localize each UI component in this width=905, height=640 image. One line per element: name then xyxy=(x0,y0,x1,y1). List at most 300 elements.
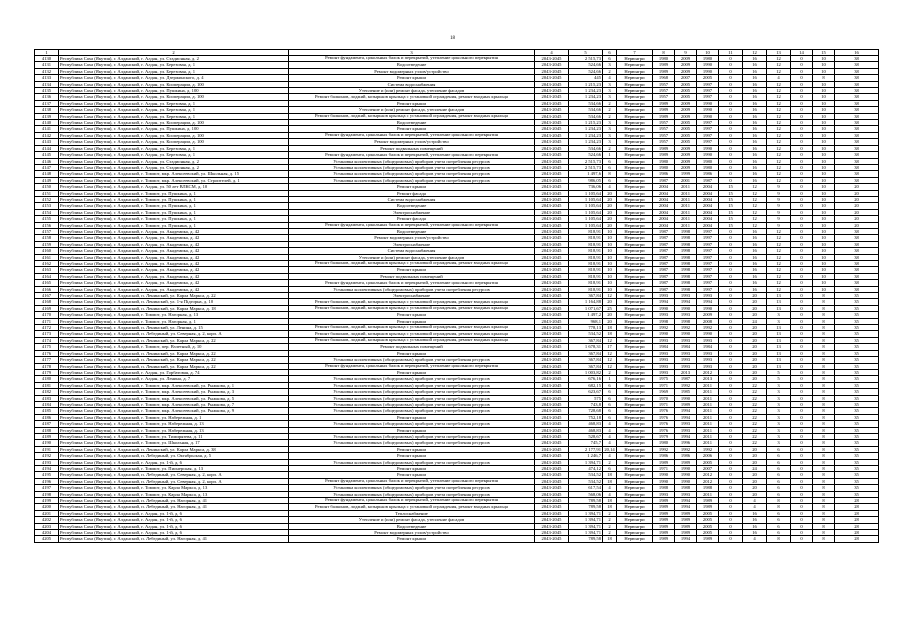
cell-row-number: 4157 xyxy=(35,228,59,234)
cell-year-built: 1970 xyxy=(653,395,675,401)
cell-year-last: 1997 xyxy=(697,132,719,138)
cell-year-renov: 1994 xyxy=(675,504,697,510)
cell-col-15: 10 xyxy=(813,273,835,279)
cell-area: 752,18 xyxy=(569,414,603,420)
cell-locality: Нерюнгри xyxy=(617,395,653,401)
cell-col-14: 0 xyxy=(791,440,813,446)
cell-col-12: 16 xyxy=(743,145,767,151)
cell-col-11: 0 xyxy=(719,536,743,542)
cell-floors: 20 xyxy=(603,312,617,318)
cell-col-11: 15 xyxy=(719,222,743,228)
cell-col-16: 38 xyxy=(835,94,879,100)
cell-col-14: 0 xyxy=(791,491,813,497)
cell-row-number: 4138 xyxy=(35,107,59,113)
cell-col-14: 0 xyxy=(791,107,813,113)
cell-col-15: 8 xyxy=(813,299,835,305)
cell-address: Республика Саха (Якутия), г. Алданский, г. Томмот, ул. Школьная, д. 17 xyxy=(59,440,289,446)
cell-col-16: 38 xyxy=(835,100,879,106)
cell-period: 2043-2045 xyxy=(535,113,569,119)
column-number: 14 xyxy=(791,50,813,56)
cell-col-11: 0 xyxy=(719,382,743,388)
cell-locality: Нерюнгри xyxy=(617,459,653,465)
cell-floors: 2 xyxy=(603,459,617,465)
cell-year-built: 1998 xyxy=(653,318,675,324)
cell-col-12: 20 xyxy=(743,305,767,311)
cell-col-11: 0 xyxy=(719,261,743,267)
cell-col-16: 28 xyxy=(835,498,879,504)
table-row xyxy=(35,491,879,497)
cell-col-11: 0 xyxy=(719,107,743,113)
cell-locality: Нерюнгри xyxy=(617,478,653,484)
cell-col-12: 20 xyxy=(743,446,767,452)
cell-period: 2043-2045 xyxy=(535,273,569,279)
cell-col-16: 38 xyxy=(835,139,879,145)
table-row xyxy=(35,222,879,228)
table-row xyxy=(35,331,879,337)
cell-col-13: 12 xyxy=(767,139,791,145)
cell-col-11: 0 xyxy=(719,273,743,279)
cell-floors: 2 xyxy=(603,68,617,74)
cell-year-renov: 2009 xyxy=(675,158,697,164)
cell-row-number: 4180 xyxy=(35,376,59,382)
cell-col-14: 0 xyxy=(791,56,813,62)
cell-floors: 10 xyxy=(603,254,617,260)
cell-col-15: 10 xyxy=(813,68,835,74)
cell-locality: Нерюнгри xyxy=(617,299,653,305)
cell-year-built: 1975 xyxy=(653,376,675,382)
cell-work-type: Водоотведение xyxy=(289,62,535,68)
cell-area: 1 105,64 xyxy=(569,222,603,228)
cell-col-16: 28 xyxy=(835,536,879,542)
cell-locality: Нерюнгри xyxy=(617,132,653,138)
cell-col-16: 38 xyxy=(835,286,879,292)
cell-row-number: 4144 xyxy=(35,145,59,151)
cell-col-16: 20 xyxy=(835,203,879,209)
cell-row-number: 4139 xyxy=(35,113,59,119)
cell-col-15: 8 xyxy=(813,453,835,459)
cell-row-number: 4170 xyxy=(35,312,59,318)
cell-period: 2043-2045 xyxy=(535,177,569,183)
cell-year-renov: 1998 xyxy=(675,235,697,241)
cell-col-16: 28 xyxy=(835,530,879,536)
cell-year-built: 1984 xyxy=(653,344,675,350)
cell-col-13: 3 xyxy=(767,401,791,407)
cell-period: 2043-2045 xyxy=(535,145,569,151)
cell-col-13: 12 xyxy=(767,261,791,267)
cell-address: Республика Саха (Якутия), г. Алданский, п. Лебединый, ул. Нагорная, д. 41 xyxy=(59,504,289,510)
cell-col-14: 0 xyxy=(791,261,813,267)
cell-period: 2043-2045 xyxy=(535,190,569,196)
cell-floors: 1 xyxy=(603,152,617,158)
cell-col-14: 0 xyxy=(791,164,813,170)
cell-work-type: Ремонт крыши xyxy=(289,267,535,273)
cell-year-built: 1987 xyxy=(653,286,675,292)
cell-col-11: 0 xyxy=(719,530,743,536)
cell-locality: Нерюнгри xyxy=(617,75,653,81)
cell-year-last: 2011 xyxy=(697,382,719,388)
cell-year-renov: 2013 xyxy=(675,369,697,375)
cell-area: 818,91 xyxy=(569,248,603,254)
cell-area: 789,58 xyxy=(569,536,603,542)
cell-col-14: 0 xyxy=(791,427,813,433)
cell-floors: 18 xyxy=(603,498,617,504)
cell-col-13: 12 xyxy=(767,241,791,247)
cell-floors: 2 xyxy=(603,107,617,113)
table-row xyxy=(35,280,879,286)
cell-col-11: 0 xyxy=(719,126,743,132)
cell-col-13: 12 xyxy=(767,248,791,254)
cell-year-last: 2004 xyxy=(697,209,719,215)
cell-col-11: 0 xyxy=(719,363,743,369)
cell-col-12: 22 xyxy=(743,440,767,446)
cell-period: 2043-2045 xyxy=(535,261,569,267)
cell-work-type: Установка коллективных (общедомовых) приборов учета потребления ресурсов xyxy=(289,459,535,465)
cell-col-13: 13 xyxy=(767,293,791,299)
cell-col-13: 12 xyxy=(767,62,791,68)
cell-year-renov: 1993 xyxy=(675,363,697,369)
cell-year-renov: 1998 xyxy=(675,267,697,273)
cell-year-built: 1988 xyxy=(653,485,675,491)
cell-work-type: Утепление и (или) ремонт фасада, утепление фасадов xyxy=(289,107,535,113)
cell-period: 2043-2045 xyxy=(535,88,569,94)
cell-year-built: 1990 xyxy=(653,305,675,311)
cell-year-renov: 2011 xyxy=(675,184,697,190)
cell-col-13: 8 xyxy=(767,498,791,504)
cell-work-type: Ремонт балконов, лоджий, козырьков крыльца с установкой ограждения, ремонт входных крыльца xyxy=(289,305,535,311)
column-number: 5 xyxy=(569,50,603,56)
cell-col-14: 0 xyxy=(791,517,813,523)
cell-col-16: 38 xyxy=(835,88,879,94)
cell-year-last: 1997 xyxy=(697,120,719,126)
cell-col-11: 0 xyxy=(719,485,743,491)
column-number: 8 xyxy=(653,50,675,56)
cell-col-13: 6 xyxy=(767,530,791,536)
cell-year-built: 1971 xyxy=(653,466,675,472)
cell-col-16: 38 xyxy=(835,81,879,87)
cell-locality: Нерюнгри xyxy=(617,113,653,119)
cell-col-16: 35 xyxy=(835,446,879,452)
cell-col-15: 10 xyxy=(813,145,835,151)
cell-col-13: 6 xyxy=(767,472,791,478)
cell-row-number: 4190 xyxy=(35,440,59,446)
cell-year-last: 1997 xyxy=(697,88,719,94)
cell-area: 575 xyxy=(569,395,603,401)
column-number: 9 xyxy=(675,50,697,56)
cell-col-11: 0 xyxy=(719,433,743,439)
cell-row-number: 4185 xyxy=(35,408,59,414)
cell-col-12: 16 xyxy=(743,286,767,292)
cell-col-14: 0 xyxy=(791,68,813,74)
cell-floors: 20 xyxy=(603,196,617,202)
cell-row-number: 4183 xyxy=(35,395,59,401)
cell-row-number: 4135 xyxy=(35,88,59,94)
cell-area: 534,66 xyxy=(569,113,603,119)
cell-col-13: 12 xyxy=(767,286,791,292)
cell-col-12: 22 xyxy=(743,382,767,388)
cell-address: Республика Саха (Якутия), г. Алданский, г. Томмот, мкр. Алексеевский, ул. Рыжкова, д. 1 xyxy=(59,382,289,388)
cell-col-15: 8 xyxy=(813,536,835,542)
cell-area: 2 515,73 xyxy=(569,158,603,164)
cell-col-14: 0 xyxy=(791,190,813,196)
cell-col-16: 38 xyxy=(835,171,879,177)
cell-col-12: 20 xyxy=(743,363,767,369)
cell-col-14: 0 xyxy=(791,325,813,331)
cell-col-11: 15 xyxy=(719,196,743,202)
cell-area: 818,91 xyxy=(569,261,603,267)
cell-year-renov: 1994 xyxy=(675,498,697,504)
table-row xyxy=(35,395,879,401)
cell-floors: 4 xyxy=(603,421,617,427)
cell-year-built: 1971 xyxy=(653,382,675,388)
cell-col-12: 16 xyxy=(743,177,767,183)
cell-locality: Нерюнгри xyxy=(617,107,653,113)
cell-locality: Нерюнгри xyxy=(617,517,653,523)
cell-year-renov: 1994 xyxy=(675,299,697,305)
cell-locality: Нерюнгри xyxy=(617,261,653,267)
cell-year-renov: 1990 xyxy=(675,478,697,484)
cell-col-15: 10 xyxy=(813,88,835,94)
cell-period: 2043-2045 xyxy=(535,472,569,478)
cell-locality: Нерюнгри xyxy=(617,293,653,299)
cell-row-number: 4160 xyxy=(35,248,59,254)
cell-work-type: Установка коллективных (общедомовых) приборов учета потребления ресурсов xyxy=(289,177,535,183)
cell-col-13: 6 xyxy=(767,517,791,523)
cell-col-15: 8 xyxy=(813,325,835,331)
cell-floors: 4 xyxy=(603,184,617,190)
cell-col-11: 0 xyxy=(719,254,743,260)
cell-work-type: Электроснабжение xyxy=(289,293,535,299)
cell-work-type: Система водоснабжения xyxy=(289,196,535,202)
cell-col-13: 12 xyxy=(767,113,791,119)
cell-address: Республика Саха (Якутия), г. Алданский, г. Томмот, ул. Набережная, д. 1 xyxy=(59,414,289,420)
cell-work-type: Установка коллективных (общедомовых) приборов учета потребления ресурсов xyxy=(289,401,535,407)
cell-col-13: 13 xyxy=(767,331,791,337)
cell-year-renov: 2011 xyxy=(675,190,697,196)
cell-col-14: 0 xyxy=(791,94,813,100)
cell-col-11: 15 xyxy=(719,184,743,190)
cell-row-number: 4198 xyxy=(35,491,59,497)
cell-locality: Нерюнгри xyxy=(617,171,653,177)
cell-col-15: 8 xyxy=(813,459,835,465)
cell-area: 524,66 xyxy=(569,152,603,158)
cell-col-11: 0 xyxy=(719,421,743,427)
cell-period: 2043-2045 xyxy=(535,196,569,202)
cell-col-14: 0 xyxy=(791,145,813,151)
cell-work-type: Ремонт крыши xyxy=(289,414,535,420)
cell-row-number: 4146 xyxy=(35,158,59,164)
cell-col-15: 10 xyxy=(813,280,835,286)
cell-col-16: 35 xyxy=(835,459,879,465)
cell-col-16: 35 xyxy=(835,491,879,497)
cell-year-renov: 1985 xyxy=(675,389,697,395)
cell-locality: Нерюнгри xyxy=(617,331,653,337)
cell-work-type: Ремонт фундамента, цокольных балок и перекрытий, утепление цокольного перекрытия xyxy=(289,498,535,504)
cell-period: 2043-2045 xyxy=(535,222,569,228)
cell-col-11: 0 xyxy=(719,68,743,74)
cell-row-number: 4182 xyxy=(35,389,59,395)
cell-col-16: 38 xyxy=(835,113,879,119)
cell-year-last: 1997 xyxy=(697,267,719,273)
cell-year-renov: 1993 xyxy=(675,427,697,433)
cell-floors: 2 xyxy=(603,523,617,529)
cell-row-number: 4134 xyxy=(35,81,59,87)
cell-col-14: 0 xyxy=(791,312,813,318)
cell-col-13: 12 xyxy=(767,145,791,151)
cell-col-15: 8 xyxy=(813,433,835,439)
cell-col-12: 22 xyxy=(743,433,767,439)
cell-col-13: 8 xyxy=(767,504,791,510)
cell-col-15: 10 xyxy=(813,177,835,183)
cell-period: 2043-2045 xyxy=(535,254,569,260)
cell-year-last: 2005 xyxy=(697,523,719,529)
cell-col-14: 0 xyxy=(791,248,813,254)
cell-col-15: 10 xyxy=(813,248,835,254)
cell-work-type: Ремонт балконов, лоджий, козырьков крыльца с установкой ограждения, ремонт входных крыльца xyxy=(289,113,535,119)
cell-col-13: 12 xyxy=(767,100,791,106)
cell-col-14: 0 xyxy=(791,382,813,388)
cell-year-renov: 1984 xyxy=(675,344,697,350)
cell-year-last: 1992 xyxy=(697,446,719,452)
cell-year-built: 1989 xyxy=(653,498,675,504)
cell-col-16: 20 xyxy=(835,190,879,196)
cell-locality: Нерюнгри xyxy=(617,62,653,68)
cell-col-13: 3 xyxy=(767,382,791,388)
cell-col-13: 13 xyxy=(767,325,791,331)
cell-floors: 17 xyxy=(603,344,617,350)
cell-col-16: 38 xyxy=(835,107,879,113)
cell-year-renov: 2011 xyxy=(675,209,697,215)
cell-col-11: 0 xyxy=(719,145,743,151)
cell-year-last: 2004 xyxy=(697,190,719,196)
cell-year-renov: 2001 xyxy=(675,177,697,183)
cell-locality: Нерюнгри xyxy=(617,164,653,170)
cell-col-16: 35 xyxy=(835,440,879,446)
cell-row-number: 4148 xyxy=(35,171,59,177)
cell-locality: Нерюнгри xyxy=(617,350,653,356)
cell-col-15: 8 xyxy=(813,305,835,311)
cell-floors: 20 xyxy=(603,209,617,215)
cell-col-15: 10 xyxy=(813,62,835,68)
cell-work-type: Установка коллективных (общедомовых) приборов учета потребления ресурсов xyxy=(289,286,535,292)
cell-year-last: 1997 xyxy=(697,94,719,100)
table-row xyxy=(35,94,879,100)
cell-period: 2043-2045 xyxy=(535,510,569,516)
cell-col-14: 0 xyxy=(791,318,813,324)
column-number: 1 xyxy=(35,50,59,56)
table-row xyxy=(35,459,879,465)
cell-address: Республика Саха (Якутия), г. Алданский, п. Ленинский, ул. Ленина, д. 15 xyxy=(59,325,289,331)
cell-col-14: 0 xyxy=(791,466,813,472)
cell-address: Республика Саха (Якутия), г. Алданский, г. Алдан, ул. Академика, д. 42 xyxy=(59,228,289,234)
cell-year-last: 1997 xyxy=(697,248,719,254)
cell-year-last: 1990 xyxy=(697,107,719,113)
cell-col-11: 0 xyxy=(719,139,743,145)
cell-area: 534,52 xyxy=(569,478,603,484)
cell-area: 1 234,23 xyxy=(569,139,603,145)
cell-year-last: 2011 xyxy=(697,401,719,407)
cell-area: 534,66 xyxy=(569,107,603,113)
cell-col-15: 10 xyxy=(813,190,835,196)
cell-work-type: Ремонт крыши xyxy=(289,350,535,356)
cell-work-type: Установка коллективных (общедомовых) приборов учета потребления ресурсов xyxy=(289,376,535,382)
cell-area: 789,58 xyxy=(569,504,603,510)
cell-col-15: 8 xyxy=(813,478,835,484)
cell-period: 2043-2045 xyxy=(535,344,569,350)
cell-floors: 6 xyxy=(603,177,617,183)
cell-col-13: 13 xyxy=(767,350,791,356)
cell-row-number: 4177 xyxy=(35,357,59,363)
cell-period: 2043-2045 xyxy=(535,184,569,190)
cell-col-13: 12 xyxy=(767,235,791,241)
cell-col-14: 0 xyxy=(791,235,813,241)
cell-work-type: Электроснабжение xyxy=(289,241,535,247)
cell-col-16: 35 xyxy=(835,478,879,484)
cell-col-12: 20 xyxy=(743,376,767,382)
cell-address: Республика Саха (Якутия), г. Алданский, п. Лебединый, ул. Северная, д. 2, корп. А xyxy=(59,331,289,337)
cell-floors: 2 xyxy=(603,113,617,119)
cell-year-last: 2005 xyxy=(697,517,719,523)
cell-col-13: 12 xyxy=(767,267,791,273)
cell-work-type: Ремонт балконов, лоджий, козырьков крыльца с установкой ограждения, ремонт входных крыльца xyxy=(289,331,535,337)
cell-col-14: 0 xyxy=(791,241,813,247)
cell-address: Республика Саха (Якутия), г. Алданский, г. Алдан, ул. Пушкина, д. 100 xyxy=(59,88,289,94)
cell-col-14: 0 xyxy=(791,344,813,350)
cell-year-last: 2011 xyxy=(697,389,719,395)
cell-year-last: 2008 xyxy=(697,318,719,324)
cell-year-built: 1989 xyxy=(653,113,675,119)
cell-col-12: 16 xyxy=(743,280,767,286)
cell-address: Республика Саха (Якутия), г. Алданский, г. Томмот, ул. Пушкина, д. 1 xyxy=(59,209,289,215)
cell-year-renov: 2005 xyxy=(675,88,697,94)
cell-col-15: 10 xyxy=(813,235,835,241)
cell-col-15: 10 xyxy=(813,81,835,87)
cell-col-15: 10 xyxy=(813,158,835,164)
cell-address: Республика Саха (Якутия), г. Алданский, г. Алдан, ул. Академика, д. 42 xyxy=(59,286,289,292)
cell-col-12: 22 xyxy=(743,421,767,427)
cell-year-last: 2009 xyxy=(697,312,719,318)
cell-col-16: 35 xyxy=(835,293,879,299)
cell-floors: 4 xyxy=(603,427,617,433)
cell-row-number: 4163 xyxy=(35,267,59,273)
cell-col-13: 12 xyxy=(767,126,791,132)
cell-col-11: 0 xyxy=(719,286,743,292)
cell-floors: 18 xyxy=(603,478,617,484)
cell-area: 818,91 xyxy=(569,235,603,241)
cell-col-11: 0 xyxy=(719,517,743,523)
cell-col-12: 4 xyxy=(743,536,767,542)
cell-col-12: 22 xyxy=(743,389,767,395)
cell-work-type: Ремонт крыши xyxy=(289,472,535,478)
cell-row-number: 4136 xyxy=(35,94,59,100)
cell-address: Республика Саха (Якутия), г. Алданский, г. Алдан, ул. 1-й, д. 6 xyxy=(59,523,289,529)
cell-year-built: 1987 xyxy=(653,261,675,267)
cell-area: 2 515,73 xyxy=(569,56,603,62)
cell-work-type: Система водоснабжения xyxy=(289,248,535,254)
cell-period: 2043-2045 xyxy=(535,152,569,158)
cell-year-renov: 2011 xyxy=(675,216,697,222)
cell-floors: 20,14 xyxy=(604,446,615,452)
cell-locality: Нерюнгри xyxy=(617,440,653,446)
cell-col-12: 20 xyxy=(743,485,767,491)
cell-area: 528,67 xyxy=(569,433,603,439)
table-row xyxy=(35,440,879,446)
cell-address: Республика Саха (Якутия), г. Алданский, п. Ленинский, ул. Карла Маркса, д. 22 xyxy=(59,350,289,356)
cell-row-number: 4169 xyxy=(35,305,59,311)
cell-floors: 3 xyxy=(603,126,617,132)
cell-row-number: 4151 xyxy=(35,190,59,196)
cell-period: 2043-2045 xyxy=(535,376,569,382)
cell-address: Республика Саха (Якутия), г. Алданский, п. Ленинский, ул. Карла Маркса, д. 38 xyxy=(59,446,289,452)
